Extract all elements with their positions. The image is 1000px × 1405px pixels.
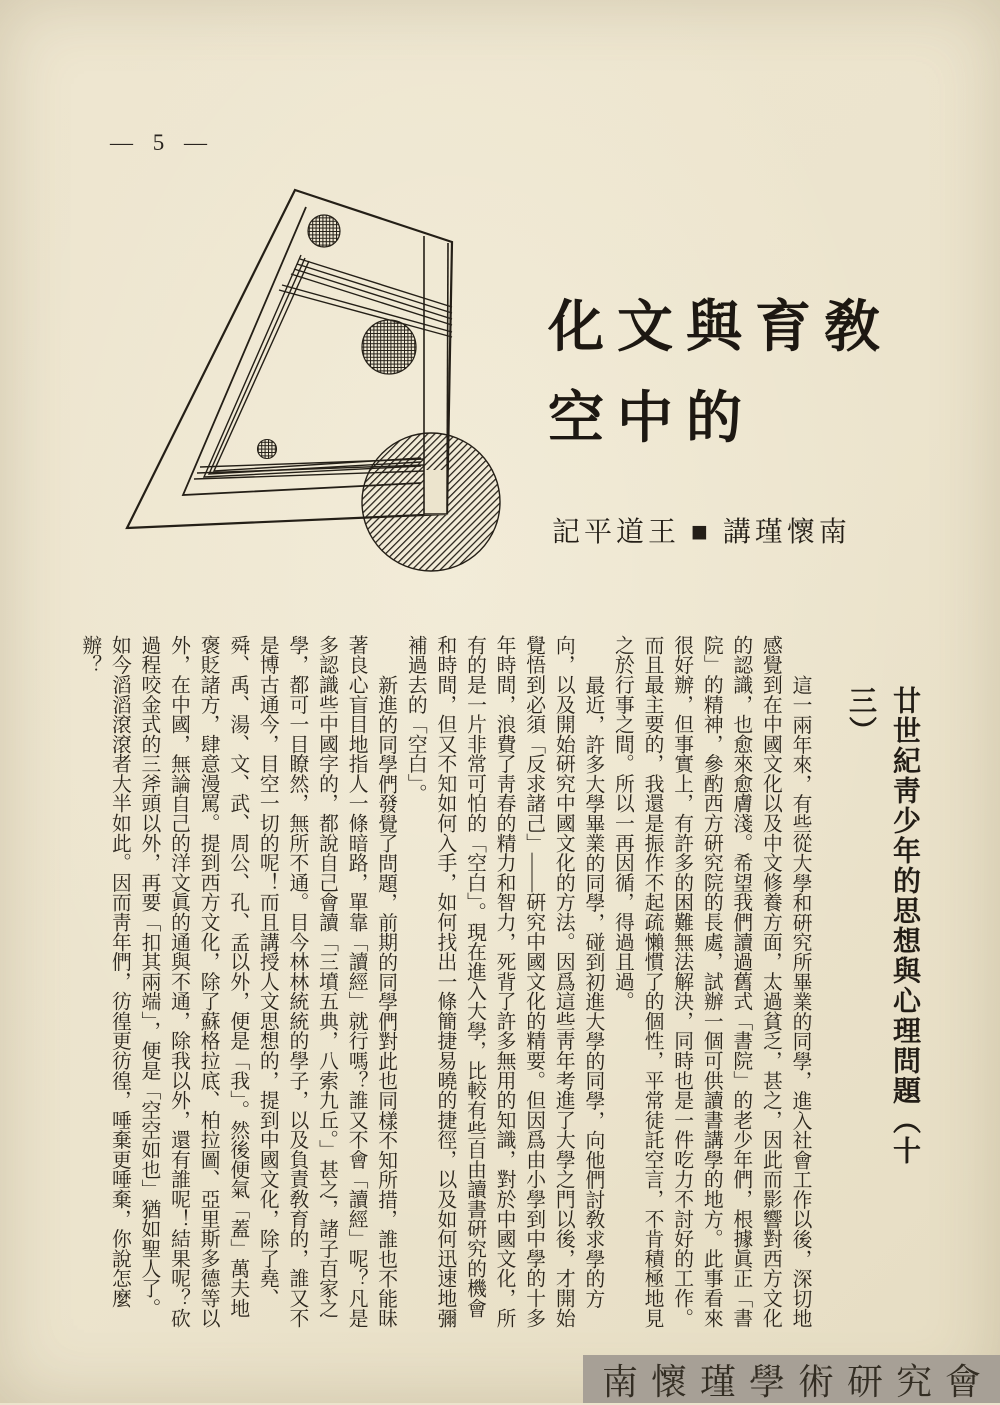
watermark-band (583, 1355, 1000, 1403)
crosshatched-circles (258, 215, 417, 459)
watermark-text: 南懷瑾學術研究會 (601, 1361, 994, 1402)
title-line-1: 化文與育敎 (548, 297, 893, 359)
article-body (78, 635, 814, 1328)
paragraph-3: 新進的同學們發覺了問題，前期的同學們對此也同樣不知所措，誰也不能昧著良心盲目地指人一條暗路，單靠「讀經」就行嗎？誰又不會「讀經」呢？凡是多認識些中國字的，都說自己會讀「三墳五典，八索九丘。」甚之，諸子百家之學，都可一目瞭然，無所不通。目今林林統統的學子，以及負責敎育的，誰又不是博古通今，目空一切的呢！而且講授人文思想的，提到中國文化，除了堯、舜、禹、湯、文、武、周公、孔、孟以外，便是「我」。然後便氣「蓋」萬夫地褒貶諸方，肆意漫罵。提到西方文化，除了蘇格拉底、柏拉圖、亞里斯多德等以外，在中國，無論自己的洋文眞的通與不通，除我以外，還有誰呢！結果呢？砍過程咬金式的三斧頭以外，再要「扣其兩端」，便是「空空如也」猶如聖人了。如今滔滔滾滾者大半如此。因而靑年們，彷徨更彷徨，唾棄更唾棄，你說怎麼辦？ (78, 635, 397, 1328)
paragraph-1: 這一兩年來，有些從大學和硏究所畢業的同學，進入社會工作以後，深切地感覺到在中國文化以及中文修養方面，太過貧乏，甚之，因此而影響對西方文化的認識，也愈來愈膚淺。希望我們讀過舊式「書院」的老少年們，根據眞正「書院」的精神，參酌西方硏究院的長處，試辦一個可供讀書講學的地方。此事看來很好辦，但事實上，有許多的困難無法解決，同時也是一件吃力不討好的工作。而且最主要的，我還是振作不起疏懶慣了的個性，平常徒託空言，不肯積極地見之於行事之間。所以一再因循，得過且過。 (611, 635, 811, 1328)
abstract-geometric-illustration (115, 180, 505, 580)
page-number: — 5 — (110, 130, 214, 155)
byline: 記平道王 ■ 講瑾懷南 (552, 517, 851, 548)
large-hatched-circle (362, 433, 500, 571)
paragraph-2: 最近，許多大學畢業的同學，碰到初進大學的同學，向他們討敎求學的方向，以及開始硏究中國文化的方法。因爲這些靑年考進了大學之門以後，才開始覺悟到必須「反求諸己」——硏究中國文化的精要。但因爲由小學到中學的十多年時間，浪費了靑春的精力和智力，死背了許多無用的知識，對於中國文化，所有的是一片非常可怕的「空白」。現在進入大學，比較有些自由讀書硏究的機會和時間，但又不知如何入手，如何找出一條簡捷易曉的捷徑，以及如何迅速地彌補過去的「空白」。 (404, 635, 604, 1328)
title-line-2: 空中的 (548, 388, 755, 450)
article-heading: 廿世紀靑少年的思想與心理問題（十三） (845, 686, 920, 1166)
article-title-block (548, 297, 908, 450)
